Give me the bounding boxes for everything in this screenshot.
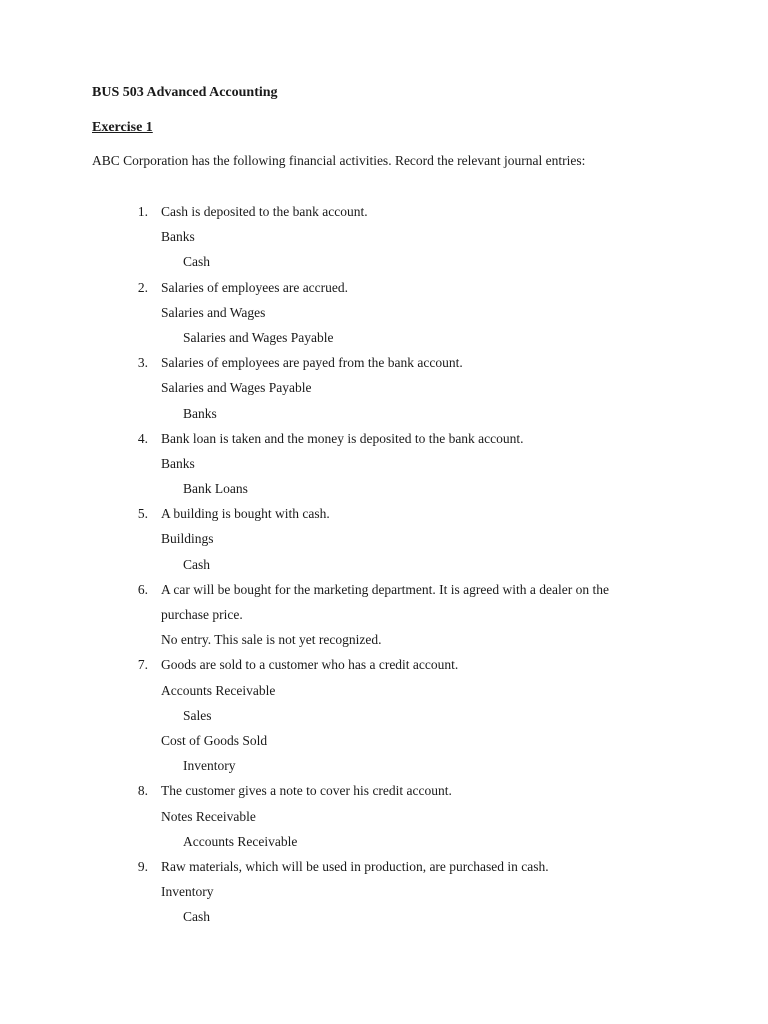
item-description: Bank loan is taken and the money is deposited to the bank account. bbox=[161, 430, 524, 446]
entry-line bbox=[0, 329, 768, 354]
debit-account: Inventory bbox=[161, 884, 214, 900]
entry-line bbox=[0, 707, 768, 732]
item-number: 6. bbox=[137, 581, 148, 597]
entry-line bbox=[0, 253, 768, 278]
item-line bbox=[0, 430, 768, 455]
exercise-title: Exercise 1 bbox=[92, 120, 153, 135]
credit-account: Salaries and Wages Payable bbox=[183, 329, 334, 345]
item-number: 5. bbox=[137, 506, 148, 522]
entry-line bbox=[0, 556, 768, 581]
credit-account: Sales bbox=[183, 707, 212, 723]
debit-account: Banks bbox=[161, 455, 195, 471]
entry-line bbox=[0, 757, 768, 782]
item-number: 3. bbox=[137, 355, 148, 371]
list-item bbox=[0, 581, 768, 657]
item-description: Salaries of employees are accrued. bbox=[161, 279, 349, 295]
item-line bbox=[0, 656, 768, 681]
list-item bbox=[0, 430, 768, 506]
list-item bbox=[0, 505, 768, 581]
item-line bbox=[0, 203, 768, 228]
debit-account: Buildings bbox=[161, 531, 214, 547]
credit-account: Cash bbox=[183, 556, 210, 572]
credit-account: Bank Loans bbox=[183, 481, 248, 497]
credit-account: Accounts Receivable bbox=[183, 833, 298, 849]
list-item bbox=[0, 354, 768, 430]
item-description: Goods are sold to a customer who has a credit account. bbox=[161, 657, 459, 673]
item-number: 7. bbox=[137, 657, 148, 673]
list-item bbox=[0, 203, 768, 279]
item-description: The customer gives a note to cover his credit account. bbox=[161, 783, 452, 799]
item-line bbox=[0, 606, 768, 631]
item-number: 8. bbox=[137, 783, 148, 799]
item-description: Cash is deposited to the bank account. bbox=[161, 204, 368, 219]
entry-line bbox=[0, 228, 768, 253]
item-line bbox=[0, 782, 768, 807]
item-description: purchase price. bbox=[161, 607, 243, 622]
item-line bbox=[0, 354, 768, 379]
entry-line bbox=[0, 480, 768, 505]
entry-line bbox=[0, 808, 768, 833]
debit-account: Salaries and Wages Payable bbox=[161, 380, 312, 396]
entry-line bbox=[0, 631, 768, 656]
list-item bbox=[0, 782, 768, 858]
item-description: A car will be bought for the marketing department. It is agreed with a dealer on the bbox=[161, 581, 609, 597]
credit-account: Inventory bbox=[183, 758, 236, 774]
entry-line bbox=[0, 379, 768, 404]
entry-line bbox=[0, 908, 768, 933]
credit-account: Cash bbox=[183, 909, 210, 925]
item-line bbox=[0, 581, 768, 606]
entry-line bbox=[0, 833, 768, 858]
item-line bbox=[0, 279, 768, 304]
item-description: A building is bought with cash. bbox=[161, 506, 330, 522]
credit-account: Banks bbox=[183, 405, 217, 421]
entry-line bbox=[0, 530, 768, 555]
item-number: 9. bbox=[137, 858, 148, 874]
intro-paragraph: ABC Corporation has the following financial activities. Record the relevant journal entries: bbox=[92, 153, 586, 168]
entry-line bbox=[0, 455, 768, 480]
debit-account: Salaries and Wages bbox=[161, 304, 266, 320]
entry-line bbox=[0, 732, 768, 757]
item-number: 2. bbox=[137, 279, 148, 295]
entry-line bbox=[0, 304, 768, 329]
entry-line bbox=[0, 405, 768, 430]
course-title: BUS 503 Advanced Accounting bbox=[92, 85, 278, 100]
debit-account: Notes Receivable bbox=[161, 808, 256, 824]
debit-account: Banks bbox=[161, 229, 195, 245]
item-number: 4. bbox=[137, 430, 148, 446]
entry-line bbox=[0, 883, 768, 908]
list-item bbox=[0, 279, 768, 355]
item-description: Raw materials, which will be used in production, are purchased in cash. bbox=[161, 858, 549, 874]
list-item bbox=[0, 656, 768, 782]
debit-account: Cost of Goods Sold bbox=[161, 732, 268, 748]
item-number: 1. bbox=[137, 204, 148, 219]
debit-account: Accounts Receivable bbox=[161, 682, 276, 698]
entry-line bbox=[0, 682, 768, 707]
exercise-list bbox=[0, 203, 768, 933]
item-description: Salaries of employees are payed from the bank account. bbox=[161, 355, 463, 371]
credit-account: Cash bbox=[183, 254, 210, 270]
list-item bbox=[0, 858, 768, 934]
debit-account: No entry. This sale is not yet recognized. bbox=[161, 632, 382, 648]
item-line bbox=[0, 858, 768, 883]
item-line bbox=[0, 505, 768, 530]
